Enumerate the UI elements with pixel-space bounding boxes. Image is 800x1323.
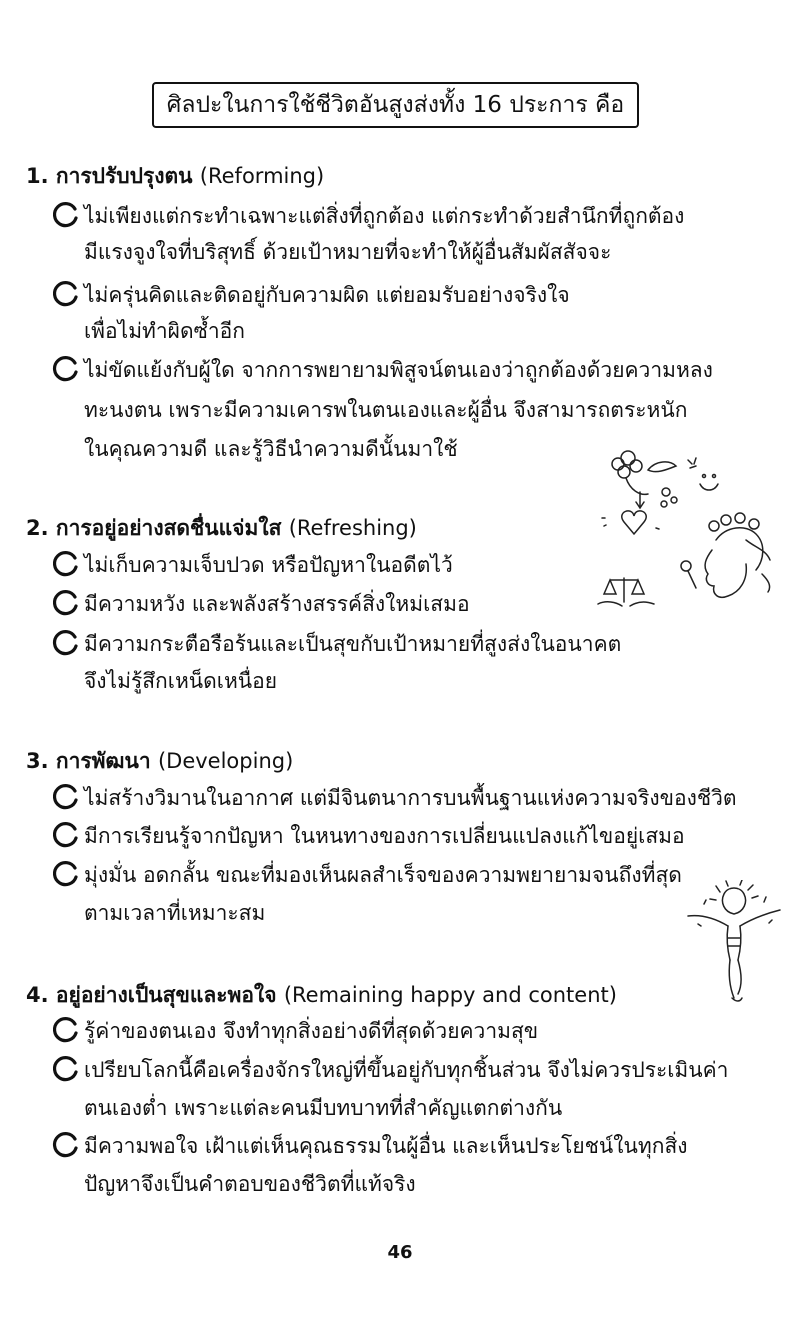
section-2-item-1-line-1: ไม่เก็บความเจ็บปวด หรือปัญหาในอดีตไว้	[84, 553, 453, 577]
section-1-heading-en: (Reforming)	[199, 164, 325, 188]
section-3-item-3-line-1: มุ่งมั่น อดกลั้น ขณะที่มองเห็นผลสำเร็จของความพยายามจนถึงที่สุด	[84, 863, 682, 887]
section-4-item-3-line-1: มีความพอใจ เฝ้าแต่เห็นคุณธรรมในผู้อื่น และเห็นประโยชน์ในทุกสิ่ง	[84, 1134, 688, 1158]
circle-bullet-icon	[50, 783, 80, 813]
section-1-item-3-line-3: ในคุณความดี และรู้วิธีนำความดีนั้นมาใช้	[84, 437, 458, 461]
section-3-item-1-line-1: ไม่สร้างวิมานในอากาศ แต่มีจินตนาการบนพื้นฐานแห่งความจริงของชีวิต	[84, 786, 737, 810]
circle-bullet-icon	[50, 1055, 80, 1085]
page-title: ศิลปะในการใช้ชีวิตอันสูงส่งทั้ง 16 ประการ คือ	[166, 92, 625, 118]
circle-bullet-icon	[50, 1131, 80, 1161]
circle-bullet-icon	[50, 1016, 80, 1046]
section-4-heading	[26, 979, 617, 1012]
circle-bullet-icon	[50, 589, 80, 619]
section-2-heading-en: (Refreshing)	[288, 516, 417, 540]
flower-face-illustration	[596, 440, 776, 610]
section-3-item-2-line-1: มีการเรียนรู้จากปัญหา ในหนทางของการเปลี่ยนแปลงแก้ไขอยู่เสมอ	[84, 824, 685, 848]
section-1-heading-th: 1. การปรับปรุงตน	[26, 164, 193, 188]
section-2-heading-th: 2. การอยู่อย่างสดชื่นแจ่มใส	[26, 516, 282, 540]
section-1-heading	[26, 160, 324, 193]
circle-bullet-icon	[50, 355, 80, 385]
page-number: 46	[387, 1242, 413, 1263]
section-1-item-2-line-2: เพื่อไม่ทำผิดซ้ำอีก	[84, 319, 245, 343]
section-1-item-3-line-1: ไม่ขัดแย้งกับผู้ใด จากการพยายามพิสูจน์ตนเองว่าถูกต้องด้วยความหลง	[84, 358, 713, 382]
circle-bullet-icon	[50, 280, 80, 310]
section-1-item-1-line-1: ไม่เพียงแต่กระทำเฉพาะแต่สิ่งที่ถูกต้อง แต่กระทำด้วยสำนึกที่ถูกต้อง	[84, 204, 685, 228]
section-2-heading	[26, 512, 417, 545]
section-3-item-3-line-2: ตามเวลาที่เหมาะสม	[84, 901, 266, 925]
section-3-heading-en: (Developing)	[157, 749, 294, 773]
circle-bullet-icon	[50, 860, 80, 890]
circle-bullet-icon	[50, 550, 80, 580]
section-1-item-3-line-2: ทะนงตน เพราะมีความเคารพในตนเองและผู้อื่น จึงสามารถตระหนัก	[84, 398, 688, 422]
section-1-item-1-line-2: มีแรงจูงใจที่บริสุทธิ์ ด้วยเป้าหมายที่จะทำให้ผู้อื่นสัมผัสสัจจะ	[84, 240, 612, 264]
title-box	[152, 82, 639, 128]
section-4-item-3-line-2: ปัญหาจึงเป็นคำตอบของชีวิตที่แท้จริง	[84, 1172, 416, 1196]
section-4-heading-en: (Remaining happy and content)	[283, 983, 617, 1007]
section-4-heading-th: 4. อยู่อย่างเป็นสุขและพอใจ	[26, 983, 277, 1007]
section-3-heading	[26, 745, 293, 778]
section-1-item-2-line-1: ไม่ครุ่นคิดและติดอยู่กับความผิด แต่ยอมรับอย่างจริงใจ	[84, 283, 570, 307]
dancing-figure-illustration	[684, 880, 784, 1005]
section-4-item-2-line-1: เปรียบโลกนี้คือเครื่องจักรใหญ่ที่ขึ้นอยู่กับทุกชิ้นส่วน จึงไม่ควรประเมินค่า	[84, 1058, 729, 1082]
section-2-item-3-line-2: จึงไม่รู้สึกเหน็ดเหนื่อย	[84, 669, 278, 693]
section-3-heading-th: 3. การพัฒนา	[26, 749, 151, 773]
circle-bullet-icon	[50, 201, 80, 231]
circle-bullet-icon	[50, 821, 80, 851]
section-2-item-3-line-1: มีความกระตือรือร้นและเป็นสุขกับเป้าหมายที่สูงส่งในอนาคต	[84, 632, 622, 656]
circle-bullet-icon	[50, 629, 80, 659]
section-4-item-2-line-2: ตนเองต่ำ เพราะแต่ละคนมีบทบาทที่สำคัญแตกต่างกัน	[84, 1096, 563, 1120]
section-2-item-2-line-1: มีความหวัง และพลังสร้างสรรค์สิ่งใหม่เสมอ	[84, 592, 470, 616]
section-4-item-1-line-1: รู้ค่าของตนเอง จึงทำทุกสิ่งอย่างดีที่สุดด้วยความสุข	[84, 1019, 539, 1043]
